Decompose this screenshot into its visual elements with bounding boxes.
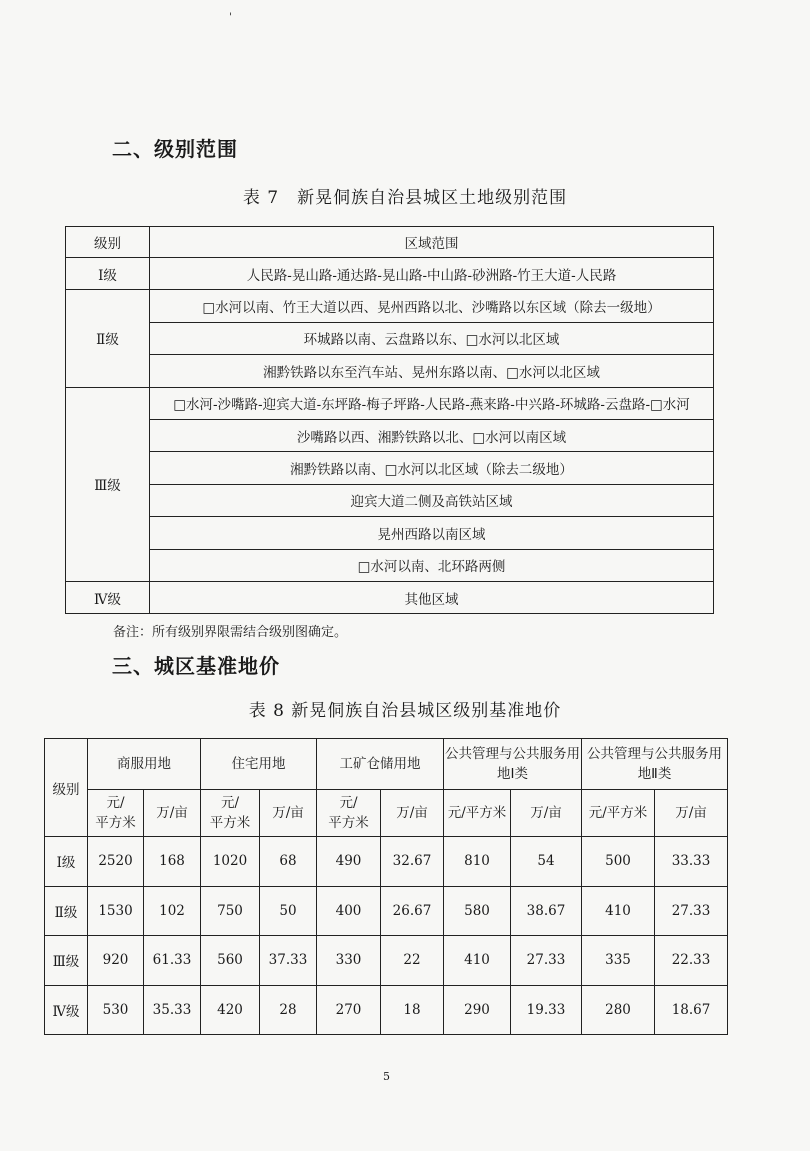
price-cell: 530 — [88, 985, 144, 1035]
level-cell: Ⅳ级 — [66, 581, 150, 613]
price-cell: 490 — [317, 837, 381, 887]
price-cell: 18 — [381, 985, 444, 1035]
price-cell: 54 — [511, 837, 582, 887]
level-cell: Ⅳ级 — [45, 985, 88, 1035]
price-row — [45, 886, 728, 936]
price-cell: 38.67 — [511, 886, 582, 936]
scan-mark: ' — [229, 12, 232, 23]
range-cell: 人民路-晃山路-通达路-晃山路-中山路-砂洲路-竹王大道-人民路 — [150, 258, 714, 290]
price-cell: 560 — [201, 936, 260, 986]
header-category: 工矿仓储用地 — [317, 739, 444, 790]
level-cell: Ⅰ级 — [66, 258, 150, 290]
price-row — [45, 985, 728, 1035]
range-cell: □水河以南、竹王大道以西、晃州西路以北、沙嘴路以东区域（除去一级地） — [150, 290, 714, 322]
header-unit: 万/亩 — [381, 790, 444, 837]
range-row — [66, 258, 714, 290]
range-cell: 沙嘴路以西、湘黔铁路以北、□水河以南区域 — [150, 419, 714, 451]
table7-caption: 表 7 新晃侗族自治县城区土地级别范围 — [242, 188, 568, 208]
range-row — [66, 517, 714, 549]
table8-caption: 表 8 新晃侗族自治县城区级别基准地价 — [248, 701, 562, 721]
price-cell: 32.67 — [381, 837, 444, 887]
level-cell: Ⅲ级 — [45, 936, 88, 986]
header-unit: 元/ 平方米 — [88, 790, 144, 837]
level-cell: Ⅰ级 — [45, 837, 88, 887]
level-cell: Ⅲ级 — [66, 387, 150, 581]
benchmark-land-price-table — [44, 738, 728, 1035]
header-category: 公共管理与公共服务用地Ⅱ类 — [582, 739, 728, 790]
range-row — [66, 290, 714, 322]
range-cell: 晃州西路以南区域 — [150, 517, 714, 549]
price-cell: 410 — [582, 886, 655, 936]
price-row — [45, 837, 728, 887]
header-unit: 元/ 平方米 — [317, 790, 381, 837]
header-range: 区域范围 — [150, 227, 714, 258]
price-cell: 270 — [317, 985, 381, 1035]
price-cell: 335 — [582, 936, 655, 986]
price-cell: 1530 — [88, 886, 144, 936]
price-cell: 19.33 — [511, 985, 582, 1035]
price-cell: 37.33 — [260, 936, 317, 986]
price-cell: 102 — [144, 886, 201, 936]
price-cell: 27.33 — [511, 936, 582, 986]
level-cell: Ⅱ级 — [66, 290, 150, 387]
price-cell: 2520 — [88, 837, 144, 887]
price-cell: 580 — [444, 886, 511, 936]
page-number: 5 — [383, 1070, 390, 1083]
range-cell: □水河-沙嘴路-迎宾大道-东坪路-梅子坪路-人民路-燕来路-中兴路-环城路-云盘路-□水河 — [150, 387, 714, 419]
header-category: 住宅用地 — [201, 739, 317, 790]
price-cell: 750 — [201, 886, 260, 936]
price-cell: 61.33 — [144, 936, 201, 986]
header-category: 商服用地 — [88, 739, 201, 790]
price-cell: 280 — [582, 985, 655, 1035]
header-unit: 万/亩 — [144, 790, 201, 837]
range-cell: 迎宾大道二侧及高铁站区域 — [150, 484, 714, 516]
header-unit: 万/亩 — [260, 790, 317, 837]
section-heading-benchmark-price: 三、城区基准地价 — [112, 654, 280, 678]
range-cell: 湘黔铁路以南、□水河以北区域（除去二级地） — [150, 452, 714, 484]
section-heading-level-range: 二、级别范围 — [112, 137, 238, 161]
header-level: 级别 — [66, 227, 150, 258]
level-cell: Ⅱ级 — [45, 886, 88, 936]
range-cell: 环城路以南、云盘路以东、□水河以北区域 — [150, 322, 714, 354]
range-cell: □水河以南、北环路两侧 — [150, 549, 714, 581]
price-cell: 330 — [317, 936, 381, 986]
price-cell: 33.33 — [655, 837, 728, 887]
price-cell: 28 — [260, 985, 317, 1035]
header-unit: 元/平方米 — [444, 790, 511, 837]
range-row — [66, 549, 714, 581]
price-cell: 1020 — [201, 837, 260, 887]
header-unit: 万/亩 — [655, 790, 728, 837]
price-cell: 920 — [88, 936, 144, 986]
table7-note: 备注：所有级别界限需结合级别图确定。 — [113, 625, 348, 640]
price-cell: 27.33 — [655, 886, 728, 936]
price-cell: 810 — [444, 837, 511, 887]
price-cell: 410 — [444, 936, 511, 986]
range-row — [66, 419, 714, 451]
range-row — [66, 322, 714, 354]
price-cell: 500 — [582, 837, 655, 887]
price-cell: 68 — [260, 837, 317, 887]
price-cell: 35.33 — [144, 985, 201, 1035]
price-cell: 22.33 — [655, 936, 728, 986]
range-row — [66, 452, 714, 484]
price-cell: 18.67 — [655, 985, 728, 1035]
price-cell: 168 — [144, 837, 201, 887]
header-unit: 元/平方米 — [582, 790, 655, 837]
price-cell: 290 — [444, 985, 511, 1035]
price-cell: 400 — [317, 886, 381, 936]
price-cell: 22 — [381, 936, 444, 986]
header-unit: 万/亩 — [511, 790, 582, 837]
range-row — [66, 387, 714, 419]
range-cell: 湘黔铁路以东至汽车站、晃州东路以南、□水河以北区域 — [150, 355, 714, 387]
price-cell: 50 — [260, 886, 317, 936]
land-level-range-table — [65, 226, 714, 614]
range-row — [66, 355, 714, 387]
range-row — [66, 581, 714, 613]
header-level: 级别 — [45, 739, 88, 837]
price-cell: 26.67 — [381, 886, 444, 936]
range-row — [66, 484, 714, 516]
header-category: 公共管理与公共服务用地Ⅰ类 — [444, 739, 582, 790]
range-cell: 其他区域 — [150, 581, 714, 613]
header-unit: 元/ 平方米 — [201, 790, 260, 837]
price-cell: 420 — [201, 985, 260, 1035]
price-row — [45, 936, 728, 986]
